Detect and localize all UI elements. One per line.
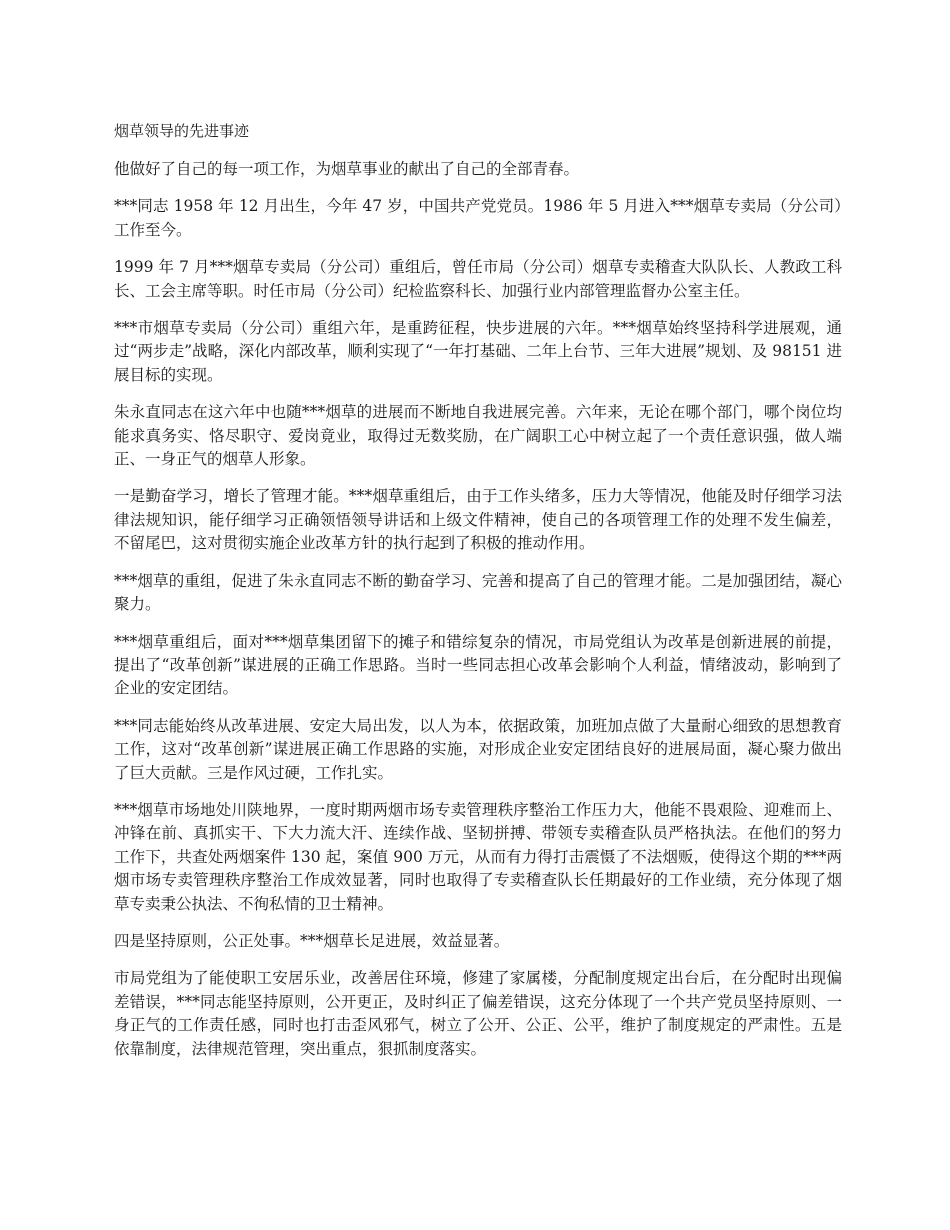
document-page (114, 120, 842, 1075)
paragraph-9: ***同志能始终从改革进展、安定大局出发，以人为本，依据政策，加班加点做了大量耐心细致的思想教育工作，这对“改革创新”谋进展正确工作思路的实施，对形成企业安定团结良好的进展局面，凝心聚力做出了巨大贡献。三是作风过硬，工作扎实。 (114, 716, 842, 782)
paragraph-4: ***市烟草专卖局（分公司）重组六年，是重跨征程，快步进展的六年。***烟草始终坚持科学进展观，通过“两步走”战略，深化内部改革，顺利实现了“一年打基础、二年上台节、三年大进展”规划、及 98151 进展目标的实现。 (114, 319, 842, 384)
paragraph-1: 他做好了自己的每一项工作，为烟草事业的献出了自己的全部青春。 (114, 160, 580, 178)
paragraph-8: ***烟草重组后，面对***烟草集团留下的摊子和错综复杂的情况，市局党组认为改革是创新进展的前提，提出了“改革创新”谋进展的正确工作思路。当时一些同志担心改革会影响个人利益，情绪波动，影响到了企业的安定团结。 (114, 632, 842, 698)
paragraph-12: 市局党组为了能使职工安居乐业，改善居住环境，修建了家属楼，分配制度规定出台后，在分配时出现偏差错误，***同志能坚持原则，公开更正，及时纠正了偏差错误，这充分体现了一个共产党员坚持原则、一身正气的工作责任感，同时也打击歪风邪气，树立了公开、公正、公平，维护了制度规定的严肃性。五是依靠制度，法律规范管理，突出重点，狠抓制度落实。 (114, 969, 842, 1058)
document-title: 烟草领导的先进事迹 (114, 122, 250, 140)
paragraph-7: ***烟草的重组，促进了朱永直同志不断的勤奋学习、完善和提高了自己的管理才能。二是加强团结，凝心聚力。 (114, 571, 842, 614)
paragraph-3: 1999 年 7 月***烟草专卖局（分公司）重组后，曾任市局（分公司）烟草专卖稽查大队队长、人教政工科长、工会主席等职。时任市局（分公司）纪检监察科长、加强行业内部管理监督办公室主任。 (114, 258, 842, 300)
paragraph-10: ***烟草市场地处川陕地界，一度时期两烟市场专卖管理秩序整治工作压力大，他能不畏艰险、迎难而上、冲锋在前、真抓实干、下大力流大汗、连续作战、坚韧拼搏、带领专卖稽查队员严格执法。在他们的努力工作下，共查处两烟案件 130 起，案值 900 万元，从而有力得打击震慑了不法烟贩，使得这个期的***两烟市场专卖管理秩序整治工作成效显著，同时也取得了专卖稽查队长任期最好的工作业绩，充分体现了烟草专卖秉公执法、不徇私情的卫士精神。 (114, 800, 842, 913)
paragraph-11: 四是坚持原则，公正处事。***烟草长足进展，效益显著。 (114, 931, 510, 950)
paragraph-2: ***同志 1958 年 12 月出生，今年 47 岁，中国共产党党员。1986 年 5 月进入***烟草专卖局（分公司）工作至今。 (114, 197, 842, 239)
paragraph-5: 朱永直同志在这六年中也随***烟草的进展而不断地自我进展完善。六年来，无论在哪个部门，哪个岗位均能求真务实、恪尽职守、爱岗竟业，取得过无数奖励，在广阔职工心中树立起了一个责任意识强，做人端正、一身正气的烟草人形象。 (114, 403, 842, 469)
paragraph-6: 一是勤奋学习，增长了管理才能。***烟草重组后，由于工作头绪多，压力大等情况，他能及时仔细学习法律法规知识，能仔细学习正确领悟领导讲话和上级文件精神，使自己的各项管理工作的处理不发生偏差，不留尾巴，这对贯彻实施企业改革方针的执行起到了积极的推动作用。 (114, 487, 842, 553)
